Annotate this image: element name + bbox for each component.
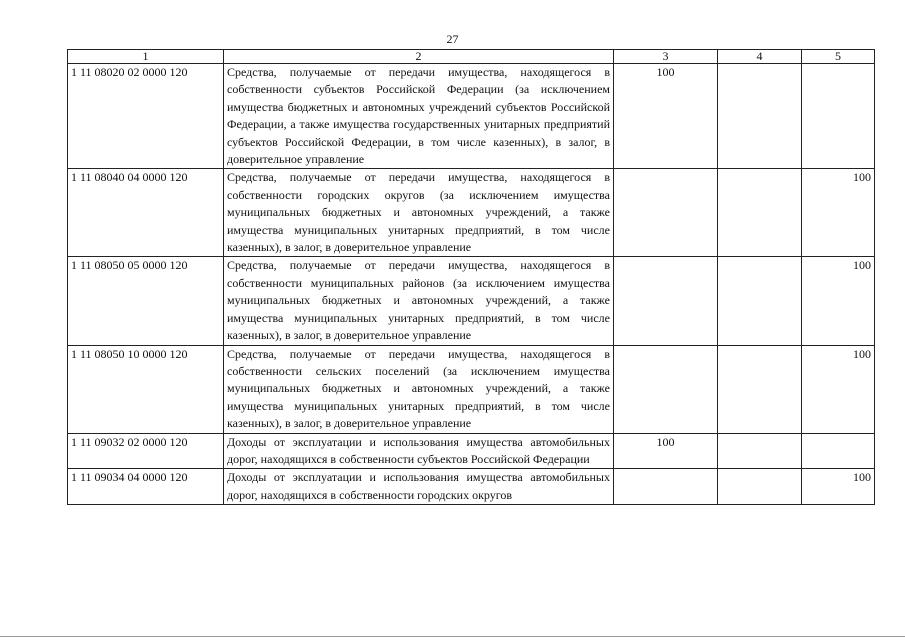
row-code: 1 11 08050 10 0000 120: [68, 345, 224, 433]
row-col5-value: [802, 433, 875, 469]
row-col5-value: 100: [802, 257, 875, 345]
table-row: [68, 64, 875, 169]
row-col4-value: [718, 64, 802, 169]
row-col5-value: 100: [802, 469, 875, 505]
table-row: [68, 257, 875, 345]
table-header: [68, 50, 875, 64]
row-code: 1 11 08050 05 0000 120: [68, 257, 224, 345]
header-col-2: 2: [224, 50, 614, 64]
table-row: [68, 169, 875, 257]
row-col3-value: [614, 257, 718, 345]
row-code: 1 11 08040 04 0000 120: [68, 169, 224, 257]
header-col-5: 5: [802, 50, 875, 64]
header-col-3: 3: [614, 50, 718, 64]
row-description: Средства, получаемые от передачи имущества, находящегося в собственности сельских поселений (за исключением имущества муниципальных бюджетных и автономных учреждений, а также имущества муниципальных унитарных предприятий, в том числе казенных), в залог, в доверительное управление: [224, 345, 614, 433]
header-col-1: 1: [68, 50, 224, 64]
row-col3-value: 100: [614, 433, 718, 469]
row-col4-value: [718, 345, 802, 433]
row-description: Средства, получаемые от передачи имущества, находящегося в собственности муниципальных районов (за исключением имущества муниципальных бюджетных и автономных учреждений, а также имущества муниципальных унитарных предприятий, в том числе казенных), в залог, в доверительное управление: [224, 257, 614, 345]
table-row: [68, 433, 875, 469]
row-col3-value: 100: [614, 64, 718, 169]
row-col5-value: 100: [802, 345, 875, 433]
page-bottom-edge: [0, 636, 905, 637]
row-col3-value: [614, 469, 718, 505]
row-col4-value: [718, 433, 802, 469]
row-col4-value: [718, 169, 802, 257]
table-row: [68, 345, 875, 433]
row-col3-value: [614, 169, 718, 257]
table-row: [68, 469, 875, 505]
row-code: 1 11 08020 02 0000 120: [68, 64, 224, 169]
budget-table: [67, 49, 875, 505]
page-number: 27: [446, 32, 459, 46]
row-code: 1 11 09034 04 0000 120: [68, 469, 224, 505]
row-col5-value: [802, 64, 875, 169]
row-code: 1 11 09032 02 0000 120: [68, 433, 224, 469]
row-col5-value: 100: [802, 169, 875, 257]
row-description: Средства, получаемые от передачи имущества, находящегося в собственности субъектов Российской Федерации (за исключением имущества бюджетных и автономных учреждений субъектов Российской Федерации, а также имущества государственных унитарных предприятий субъектов Российской Федерации, в том числе казенных), в залог, в доверительное управление: [224, 64, 614, 169]
row-description: Доходы от эксплуатации и использования имущества автомобильных дорог, находящихся в собственности городских округов: [224, 469, 614, 505]
row-description: Средства, получаемые от передачи имущества, находящегося в собственности городских округов (за исключением имущества муниципальных бюджетных и автономных учреждений, а также имущества муниципальных унитарных предприятий, в том числе казенных), в залог, в доверительное управление: [224, 169, 614, 257]
row-col4-value: [718, 469, 802, 505]
row-col4-value: [718, 257, 802, 345]
row-description: Доходы от эксплуатации и использования имущества автомобильных дорог, находящихся в собственности субъектов Российской Федерации: [224, 433, 614, 469]
row-col3-value: [614, 345, 718, 433]
header-col-4: 4: [718, 50, 802, 64]
